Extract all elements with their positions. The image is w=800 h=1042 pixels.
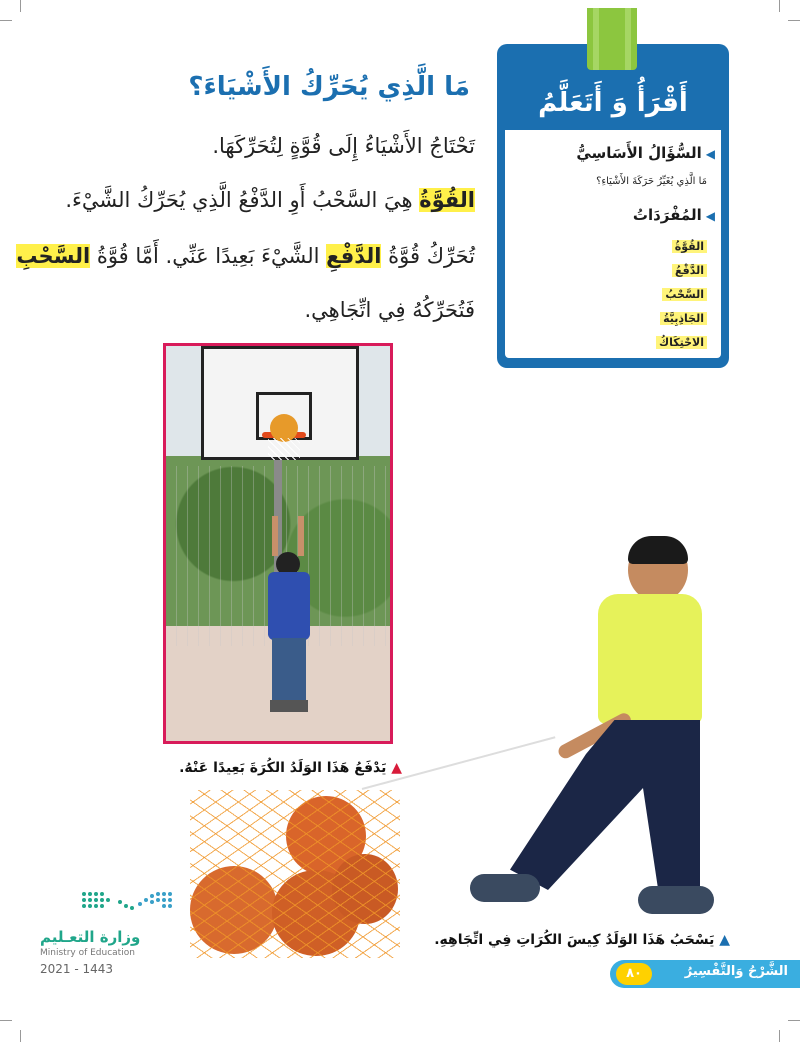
triangle-icon: ◀ [705, 209, 715, 223]
boy-hair [628, 536, 688, 564]
crop-mark [0, 1020, 12, 1021]
boy-arms [272, 516, 278, 556]
triangle-icon: ▲ [719, 932, 730, 948]
vocab-item: الدَّفْعُ [672, 264, 707, 277]
boy-shoes [270, 700, 308, 712]
boy-shirt [268, 572, 310, 640]
crop-mark [788, 1020, 800, 1021]
crop-mark [20, 0, 21, 12]
vocab-item: الاحْتِكَاكُ [656, 336, 707, 349]
bookmark-ribbon [587, 8, 637, 70]
triangle-icon: ◀ [705, 147, 715, 161]
lesson-line-3-text-b: الشَّيْءَ بَعِيدًا عَنِّي. أَمَّا قُوَّةُ [90, 244, 327, 268]
term-pull: السَّحْبِ [16, 244, 91, 268]
year-label: 2021 - 1443 [40, 962, 114, 976]
footer-section-label: الشَّرْحُ وَالتَّفْسِيرُ [684, 964, 788, 979]
lesson-line-3 [16, 244, 475, 268]
lesson-line-1: تَحْتَاجُ الأَشْيَاءُ إِلَى قُوَّةٍ لِتُحَرِّكَهَا. [212, 134, 475, 158]
essential-question-heading-text: السُّؤَالُ الأَسَاسِيُّ [576, 144, 702, 162]
basketball-net-bag [190, 790, 400, 960]
caption-pull [434, 932, 730, 948]
essential-question-text: مَا الَّذِي يُغَيِّرُ حَرَكَةَ الأَشْيَاءِ؟ [596, 176, 707, 187]
lesson-line-3-text-a: تُحَرِّكُ قُوَّةُ [381, 244, 475, 268]
learn-box-title: أَقْرَأُ وَ أَتَعَلَّمُ [538, 88, 688, 118]
boy-jeans [272, 638, 306, 702]
vocab-item: الجَاذِبِيَّةُ [660, 312, 707, 325]
essential-question-heading [576, 144, 715, 162]
lesson-title: مَا الَّذِي يُحَرِّكُ الأَشْيَاءَ؟ [188, 72, 470, 102]
lesson-line-4: فَتُحَرِّكُهُ فِي اتِّجَاهِي. [304, 298, 475, 322]
boy-pulling [470, 530, 720, 920]
caption-push [179, 760, 402, 776]
triangle-icon: ▲ [391, 760, 402, 776]
term-push: الدَّفْعِ [326, 244, 382, 268]
vocab-item: القُوَّةُ [672, 240, 707, 253]
learn-box [497, 44, 729, 368]
crop-mark [779, 1030, 780, 1042]
vocabulary-heading-text: المُفْرَدَاتُ [632, 206, 702, 224]
boy-shoe [470, 874, 540, 902]
boy-arms [298, 516, 304, 556]
ministry-logo-icon [80, 888, 174, 920]
lesson-line-2-text: هِيَ السَّحْبُ أَوِ الدَّفْعُ الَّذِي يُحَرِّكُ الشَّيْءَ. [65, 188, 420, 212]
boy-jumping [266, 516, 312, 716]
crop-mark [788, 20, 800, 21]
boy-shirt [598, 594, 702, 724]
ministry-name-english: Ministry of Education [40, 948, 135, 958]
term-force: القُوَّةُ [419, 188, 475, 212]
vocabulary-heading [633, 206, 715, 224]
lesson-line-2 [65, 188, 475, 212]
boy-shoe [638, 886, 714, 914]
caption-pull-text: يَسْحَبُ هَذَا الوَلَدُ كِيسَ الكُرَاتِ فِي اتِّجَاهِهِ. [434, 932, 715, 948]
crop-mark [779, 0, 780, 12]
page-number: ٨٠ [616, 963, 652, 985]
ministry-name-arabic: وزارة التعـليم [40, 928, 141, 946]
basketball-photo [163, 343, 393, 744]
footer-bar [610, 960, 800, 988]
net [268, 438, 300, 460]
crop-mark [0, 20, 12, 21]
learn-box-body [505, 130, 721, 358]
vocab-item: السَّحْبُ [662, 288, 707, 301]
crop-mark [20, 1030, 21, 1042]
boy-pants [510, 720, 700, 890]
net-mesh [190, 790, 400, 958]
caption-push-text: يَدْفَعُ هَذَا الوَلَدُ الكُرَةَ بَعِيدًا عَنْهُ. [179, 760, 387, 776]
